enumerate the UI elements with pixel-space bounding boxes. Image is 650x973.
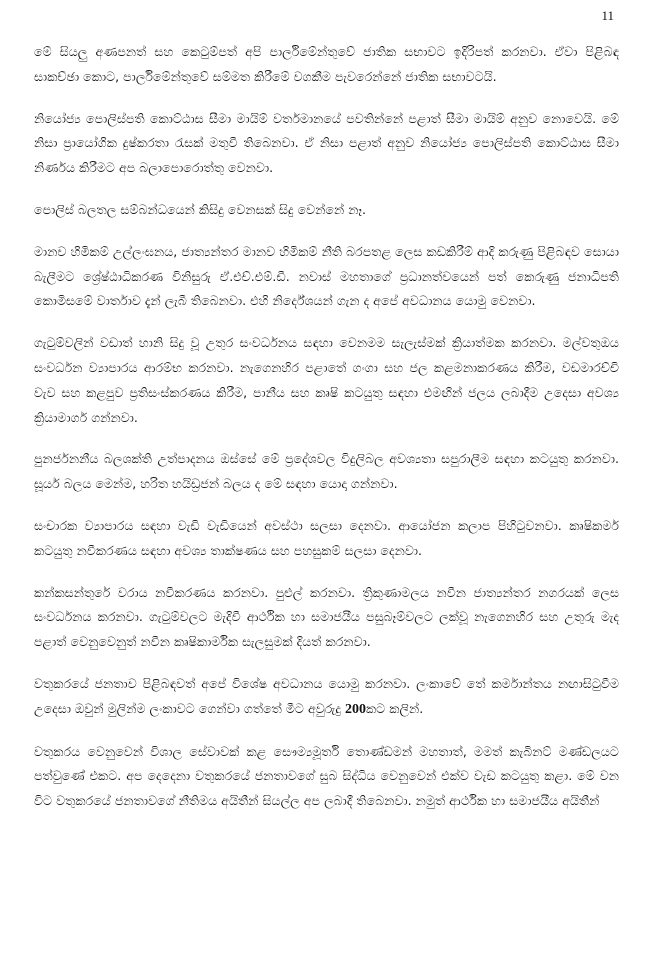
paragraph-tourism: සංචාරක ව්‍යාපාරය සඳහා වැඩි වැඩියෙන් අවස්ථා සලසා දෙනවා. ආයෝජන කලාප පිහිටුවනවා. කෘෂිකර්ම කටයුතු නවීකරණය සඳහා අවශ්‍ය තාක්ෂණය සහ පහසුකම් සලසා දෙනවා. [34,517,619,558]
plantation-text: වතුකරයේ ජනතාව පිළිබඳවත් අපේ විශේෂ අවධානය යොමු කරනවා. ලංකාවේ තේ කර්මාන්තය නඟාසිටුවීම උදෙසා ඔවුන් මුලින්ම ලංකාවට ගෙන්වා ගත්තේ මීට අවුරුදු [34,675,619,716]
paragraph-plantation-people [34,672,619,723]
plantation-suffix: කට කලින්. [365,700,424,716]
paragraph-thondaman: වතුකරය වෙනුවෙන් විශාල සේවාවක් කළ සෞම්‍යමූර්ති තොණ්ඩමන් මහතාත්, මමත් කැබිනට් මණ්ඩලයට පත්වුණේ එකට. අප දෙදෙනා වතුකරයේ ජනතාවගේ සුබ සිද්ධිය වෙනුවෙන් එක්ව වැඩ කටයුතු කළා. මේ වන විට වතුකරයේ ජනතාවගේ නීතිමය අයිතීන් සියල්ල අප ලබාදී තිබෙනවා. නමුත් ආර්ථික හා සමාජයීය අයිතීන් [34,743,619,809]
page-number: 11 [601,8,614,23]
paragraph-renewable-energy: පුනර්ජනනීය බලශක්ති උත්පාදනය ඔස්සේ මේ ප්‍රදේශවල විදුලිබල අවශ්‍යතා සපුරාලීම සඳහා කටයුතු කරනවා. සූර්ය බලය මෙන්ම, හරිත හයිඩ්‍රජන් බලය ද මේ සඳහා යොදා ගන්නවා. [34,451,619,492]
paragraph-bills: මේ සියලු අණපනත් සහ කෙටුම්පත් අපි පාර්ලිමේන්තුවේ ජාතික සභාවට ඉදිරිපත් කරනවා. ඒවා පිළිබඳ සාකච්ඡා කොට, පාර්ලිමේන්තුවේ සම්මත කිරීමේ වගකීම පැවරෙන්නේ ජාතික සභාවටයි. [34,44,619,84]
paragraph-north-development: ගැටුම්වලින් වඩාත් හානි සිදු වූ උතුර සංවර්ධනය සඳහා වෙනමම සැලැස්මක් ක්‍රියාත්මක කරනවා. මල්වතුඔය සංවර්ධන ව්‍යාපාරය ආරම්භ කරනවා. නැගෙනහිර පළාතේ ගංගා සහ ජල කළමනාකරණය කිරීම, වඩමාරච්චි වැව සහ කළපුව ප්‍රතිසංස්කරණය කිරීම, පානීය සහ කෘෂි කටයුතු සඳහා එමඟින් ජලය ලබාදීම උදෙසා අවශ්‍ය ක්‍රියාමාර්ග ගන්නවා. [34,335,619,425]
years-number: 200 [344,701,366,717]
document-body [34,40,619,814]
paragraph-police-powers: පොලිස් බලතල සම්බන්ධයෙන් කිසිදු වෙනසක් සිදු වෙන්නේ නෑ. [34,201,366,217]
paragraph-kankesanturai-port: කන්කසන්තුරේ වරාය නවීකරණය කරනවා. පුළුල් කරනවා. ත්‍රිකුණාමලය නවීන ජාත්‍යන්තර නගරයක් ලෙස සංවර්ධනය කරනවා. ගැටුම්වලට මැදිවී ආර්ථික හා සමාජයීය පසුබෑම්වලට ලක්වූ නැගෙනහිර සහ උතුරු මැද පළාත් වෙනුවෙනුත් නවීන කෘෂිකාර්මික සැලසුමක් දියත් කරනවා. [34,584,619,650]
paragraph-human-rights: මානව හිමිකම් උල්ලංඝනය, ජාත්‍යන්තර මානව හිමිකම් නීති බරපතළ ලෙස කඩකිරීම් ආදි කරුණු පිළිබඳව සොයා බැලීමට ශ්‍රේෂ්ඨාධිකරණ විනිසුරු ඒ.එච්.එම්.ඩී. නවාස් මහතාගේ ප්‍රධානත්වයෙන් පත් කෙරුණු ජනාධිපති කොමිසමේ වාර්තාව දැන් ලැබී තිබෙනවා. එහි නිර්දේශයන් ගැන ද අපේ අවධානය යොමු වෙනවා. [34,243,619,309]
paragraph-police-divisions: නියෝජ්‍ය පොලිස්පති කොට්ඨාස සීමා මායිම් වර්තමානයේ පවතින්නේ පළාත් සීමා මායිම් අනුව නොවෙයි. මේ නිසා ප්‍රායෝගික දුෂ්කරතා රැසක් මතුවී තිබෙනවා. ඒ නිසා පළාත් අනුව නියෝජ්‍ය පොලිස්පති කොට්ඨාස සීමා නිර්ණය කිරීමට අප බලාපොරොත්තු වෙනවා. [34,110,619,176]
